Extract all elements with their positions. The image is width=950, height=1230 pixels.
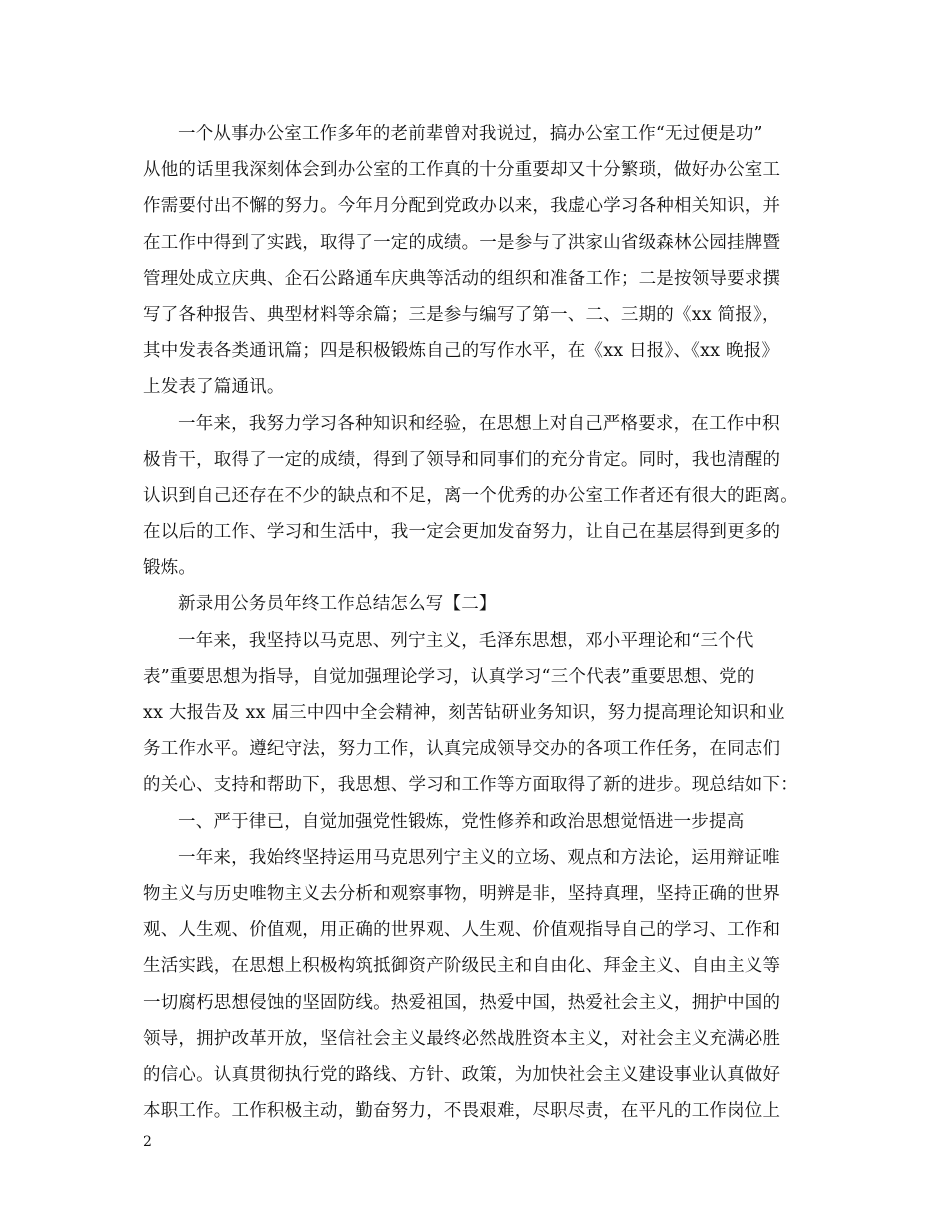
paragraph-4-line-7: 的信心。认真贯彻执行党的路线、方针、政策，为加快社会主义建设事业认真做好 [143,1064,781,1085]
paragraph-2-line-4: 在以后的工作、学习和生活中，我一定会更加发奋努力，让自己在基层得到更多的 [143,522,781,543]
paragraph-2-line-1: 一年来，我努力学习各种知识和经验，在思想上对自己严格要求，在工作中积 [178,413,780,434]
section-heading: 新录用公务员年终工作总结怎么写【二】 [178,594,497,615]
document-body [143,116,808,1129]
paragraph-1-line-4: 在工作中得到了实践，取得了一定的成绩。一是参与了洪家山省级森林公园挂牌暨 [143,232,781,253]
paragraph-3-line-4: 务工作水平。遵纪守法，努力工作，认真完成领导交办的各项工作任务，在同志们 [143,739,781,760]
paragraph-3-line-2: 表”重要思想为指导，自觉加强理论学习，认真学习“三个代表”重要思想、党的 [143,666,755,687]
paragraph-1-line-2: 从他的话里我深刻体会到办公室的工作真的十分重要却又十分繁琐，做好办公室工 [143,160,781,181]
paragraph-1-line-1: 一个从事办公室工作多年的老前辈曾对我说过，搞办公室工作“无过便是功” [178,124,763,144]
paragraph-4-line-1: 一年来，我始终坚持运用马克思列宁主义的立场、观点和方法论，运用辩证唯 [178,847,780,868]
paragraph-4-line-4: 生活实践，在思想上积极构筑抵御资产阶级民主和自由化、拜金主义、自由主义等 [143,956,781,977]
paragraph-4-line-8: 本职工作。工作积极主动，勤奋努力，不畏艰难，尽职尽责，在平凡的工作岗位上 [143,1101,781,1122]
paragraph-1-line-6: 写了各种报告、典型材料等余篇；三是参与编写了第一、二、三期的《xx 简报》， [143,304,780,325]
paragraph-2-line-2: 极肯干，取得了一定的成绩，得到了领导和同事们的充分肯定。同时，我也清醒的 [143,449,781,470]
paragraph-1-line-7: 其中发表各类通讯篇；四是积极锻炼自己的写作水平，在《xx 日报》、《xx 晚报》 [143,341,780,362]
paragraph-4-line-2: 物主义与历史唯物主义去分析和观察事物，明辨是非，坚持真理，坚持正确的世界 [143,883,781,904]
paragraph-3-line-3: xx 大报告及 xx 届三中四中全会精神，刻苦钻研业务知识，努力提高理论知识和业 [143,703,785,723]
paragraph-1-line-5: 管理处成立庆典、企石公路通车庆典等活动的组织和准备工作；二是按领导要求撰 [143,268,781,289]
paragraph-3-line-1: 一年来，我坚持以马克思、列宁主义，毛泽东思想，邓小平理论和“三个代 [178,630,754,651]
paragraph-1-line-3: 作需要付出不懈的努力。今年月分配到党政办以来，我虚心学习各种相关知识，并 [143,196,781,217]
paragraph-2-line-3: 认识到自己还存在不少的缺点和不足，离一个优秀的办公室工作者还有很大的距离。 [143,485,798,506]
paragraph-4-line-6: 领导，拥护改革开放，坚信社会主义最终必然战胜资本主义，对社会主义充满必胜 [143,1028,781,1049]
paragraph-4-line-3: 观、人生观、价值观，用正确的世界观、人生观、价值观指导自己的学习、工作和 [143,920,781,941]
paragraph-3-line-5: 的关心、支持和帮助下，我思想、学习和工作等方面取得了新的进步。现总结如下： [143,775,798,796]
paragraph-1-line-8: 上发表了篇通讯。 [143,377,285,398]
paragraph-4-line-5: 一切腐朽思想侵蚀的坚固防线。热爱祖国，热爱中国，热爱社会主义，拥护中国的 [143,992,781,1013]
page-number: 2 [143,1134,152,1150]
paragraph-2-line-5: 锻炼。 [143,558,197,579]
subheading-one: 一、严于律已，自觉加强党性锻炼，党性修养和政治思想觉悟进一步提高 [178,811,745,832]
